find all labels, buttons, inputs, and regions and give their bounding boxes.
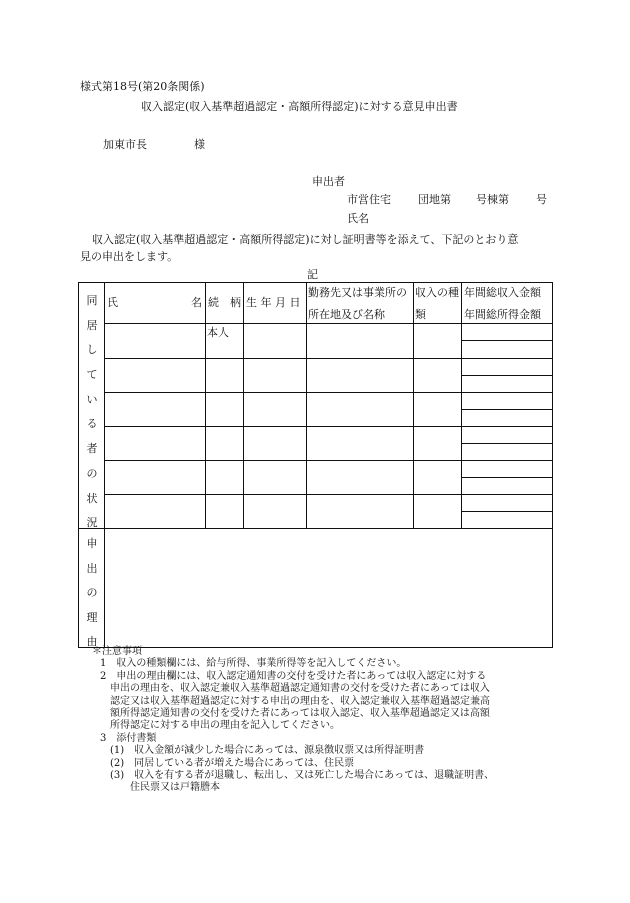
header-name-left: 氏 <box>107 296 118 309</box>
side-char: の <box>86 466 98 480</box>
cell-relation[interactable] <box>206 495 244 529</box>
header-relation-right: 柄 <box>230 296 241 309</box>
addressee-suffix: 様 <box>194 138 205 151</box>
intro-line-2: 見の申出をします。 <box>80 250 179 263</box>
table-row <box>79 359 553 393</box>
cell-income[interactable] <box>462 427 553 461</box>
header-income-type <box>414 283 462 324</box>
cell-relation[interactable] <box>206 393 244 427</box>
household-side-label <box>79 283 105 529</box>
note-line: 額所得認定通知書の交付を受けた者にあっては収入認定、収入基準超過認定又は高額 <box>100 708 490 720</box>
header-income-type-line-1: 収入の種 <box>415 286 459 299</box>
cell-income-type[interactable] <box>414 393 462 427</box>
side-char: 理 <box>86 610 98 624</box>
side-char: 出 <box>86 561 98 575</box>
note-line: 1 収入の種類欄には、給与所得、事業所得等を記入してください。 <box>100 658 407 670</box>
cell-income-type[interactable] <box>414 359 462 393</box>
side-char: て <box>86 368 98 382</box>
side-char: の <box>86 586 98 600</box>
form-number: 様式第18号(第20条関係) <box>80 80 205 93</box>
addressee: 加東市長 <box>103 138 147 151</box>
applicant-label: 申出者 <box>312 175 345 188</box>
address-part-building: 号棟第 <box>476 193 509 206</box>
cell-workplace[interactable] <box>307 495 414 529</box>
cell-workplace[interactable] <box>307 461 414 495</box>
header-income-line-1: 年間総収入金額 <box>464 286 541 299</box>
note-line: 認定又は収入基準超過認定に対する申出の理由を、収入認定兼収入基準超過認定兼高 <box>100 695 490 707</box>
cell-workplace[interactable] <box>307 359 414 393</box>
intro-line-1: 収入認定(収入基準超過認定・高額所得認定)に対し証明書等を添えて、下記のとおり意 <box>92 233 519 246</box>
cell-name[interactable] <box>105 324 206 359</box>
side-char: 者 <box>86 442 98 456</box>
side-char: い <box>86 392 98 406</box>
header-birthdate <box>244 283 307 324</box>
cell-income-type[interactable] <box>414 427 462 461</box>
note-line: 申出の理由を、収入認定兼収入基準超過認定通知書の交付を受けた者にあっては収入 <box>100 683 490 695</box>
cell-birthdate[interactable] <box>244 359 307 393</box>
cell-income[interactable] <box>462 324 553 359</box>
applicant-name-label: 氏名 <box>347 212 369 225</box>
side-char: 申 <box>86 537 98 551</box>
cell-birthdate[interactable] <box>244 324 307 359</box>
cell-income[interactable] <box>462 461 553 495</box>
note-line: 3 添付書類 <box>100 732 157 744</box>
note-line: (2) 同居している者が増えた場合にあっては、住民票 <box>100 757 355 769</box>
address-part-unit: 号 <box>536 193 547 206</box>
household-table <box>78 282 553 648</box>
cell-workplace[interactable] <box>307 393 414 427</box>
table-header-row <box>79 283 553 324</box>
note-line: (3) 収入を有する者が退職し、転出し、又は死亡した場合にあっては、退職証明書、 <box>100 770 495 782</box>
relation-self: 本人 <box>207 326 229 340</box>
cell-birthdate[interactable] <box>244 495 307 529</box>
table-row <box>79 393 553 427</box>
ki-marker: 記 <box>307 268 318 281</box>
table-row <box>79 495 553 529</box>
cell-income-type[interactable] <box>414 461 462 495</box>
side-char: 況 <box>86 516 98 530</box>
header-name-right: 名 <box>191 296 202 309</box>
cell-name[interactable] <box>105 393 206 427</box>
cell-relation[interactable] <box>206 461 244 495</box>
header-relation <box>206 283 244 324</box>
reason-field[interactable] <box>105 529 553 648</box>
side-char: 状 <box>86 491 98 505</box>
notes <box>92 646 494 795</box>
reason-side-label <box>79 529 105 648</box>
cell-relation[interactable] <box>206 359 244 393</box>
cell-income[interactable] <box>462 359 553 393</box>
cell-income[interactable] <box>462 393 553 427</box>
cell-relation[interactable] <box>206 324 244 359</box>
header-relation-left: 続 <box>208 296 219 309</box>
note-line: 2 申出の理由欄には、収入認定通知書の交付を受けた者にあっては収入認定に対する <box>100 670 487 682</box>
header-workplace-line-2: 所在地及び名称 <box>308 308 385 321</box>
cell-relation[interactable] <box>206 427 244 461</box>
header-workplace-line-1: 勤務先又は事業所の <box>308 286 407 299</box>
header-name <box>105 283 206 324</box>
table-row <box>79 461 553 495</box>
note-line: 所得認定に対する申出の理由を記入してください。 <box>100 720 340 732</box>
cell-birthdate[interactable] <box>244 461 307 495</box>
side-char: 居 <box>86 318 98 332</box>
notes-heading: ＊注意事項 <box>92 646 142 657</box>
header-annual-income <box>462 283 553 324</box>
cell-income-type[interactable] <box>414 495 462 529</box>
header-birthdate-label: 生 年 月 日 <box>246 296 301 309</box>
cell-name[interactable] <box>105 427 206 461</box>
document-title: 収入認定(収入基準超過認定・高額所得認定)に対する意見申出書 <box>141 100 458 113</box>
table-row <box>79 427 553 461</box>
side-char: 同 <box>86 294 98 307</box>
side-char: る <box>86 417 98 431</box>
cell-name[interactable] <box>105 359 206 393</box>
reason-row <box>79 529 553 648</box>
cell-income[interactable] <box>462 495 553 529</box>
header-income-line-2: 年間総所得金額 <box>464 308 541 321</box>
header-workplace <box>307 283 414 324</box>
cell-name[interactable] <box>105 461 206 495</box>
cell-income-type[interactable] <box>414 324 462 359</box>
address-part-complex: 団地第 <box>418 193 451 206</box>
side-char: し <box>86 343 98 357</box>
cell-birthdate[interactable] <box>244 427 307 461</box>
cell-name[interactable] <box>105 495 206 529</box>
note-line: 住民票又は戸籍謄本 <box>100 782 220 794</box>
header-income-type-line-2: 類 <box>415 308 426 321</box>
cell-workplace[interactable] <box>307 324 414 359</box>
address-part-housing: 市営住宅 <box>347 193 391 206</box>
side-char: 由 <box>86 635 98 649</box>
table-row <box>79 324 553 359</box>
note-line: (1) 収入金額が減少した場合にあっては、源泉徴収票又は所得証明書 <box>100 745 425 757</box>
cell-birthdate[interactable] <box>244 393 307 427</box>
cell-workplace[interactable] <box>307 427 414 461</box>
